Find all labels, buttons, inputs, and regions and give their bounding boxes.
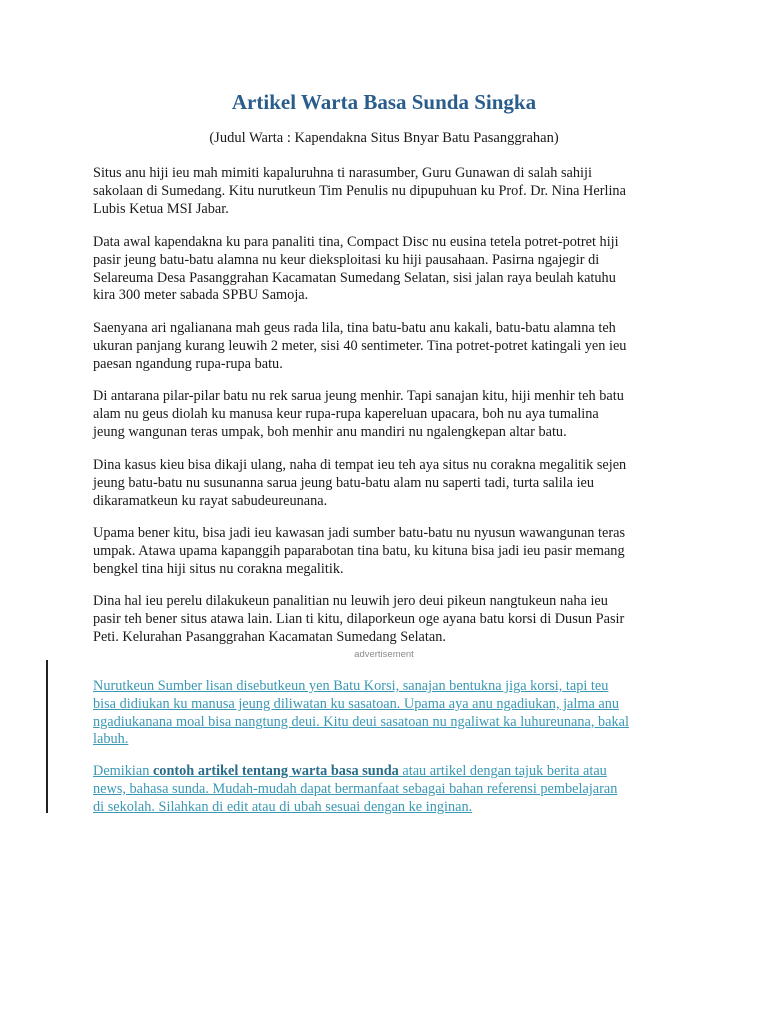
paragraph-5: Dina kasus kieu bisa dikaji ulang, naha di tempat ieu teh aya situs nu corakna megalitik sejen jeung batu-batu nu susunanna sarua jeung batu-batu alam nu saperti tadi, turta salila ieu dikaramatkeun ku rayat sabudeureunana. — [93, 457, 627, 509]
blockquote-bar — [46, 660, 48, 813]
paragraph-6: Upama bener kitu, bisa jadi ieu kawasan jadi sumber batu-batu nu nyusun wawangunan teras umpak. Atawa upama kapanggih paparabotan tina batu, ku kituna bisa jadi ieu pasir memang bengkel tina hiji situs nu corakna megalitik. — [93, 525, 626, 577]
article-subtitle: (Judul Warta : Kapendakna Situs Bnyar Batu Pasanggrahan) — [209, 130, 559, 146]
paragraph-1: Situs anu hiji ieu mah mimiti kapaluruhna ti narasumber, Guru Gunawan di salah sahiji sakolaan di Sumedang. Kitu nurutkeun Tim Penulis nu dipupuhuan ku Prof. Dr. Nina Herlina Lubis Ketua MSI Jabar. — [93, 165, 626, 217]
closing-paragraph-link[interactable] — [93, 763, 683, 816]
paragraph-2: Data awal kapendakna ku para panaliti tina, Compact Disc nu eusina tetela potret-potret hiji pasir jeung batu-batu alamna nu keur dieksploitasi ku hiji pausahaan. Pasirna ngajegir di Selareuma Desa Pasanggrahan Kacamatan Sumedang Selatan, sisi jalan raya beulah katuhu kira 300 meter sabada SPBU Samoja. — [93, 234, 619, 304]
paragraph-4: Di antarana pilar-pilar batu nu rek sarua jeung menhir. Tapi sanajan kitu, hiji menhir teh batu alam nu geus diolah ku manusa keur rupa-rupa kapereluan upacara, boh nu aya tumalina jeung wangunan teras umpak, boh menhir anu mandiri nu ngalengkepan altar batu. — [93, 388, 624, 440]
paragraph-7: Dina hal ieu perelu dilakukeun panalitian nu leuwih jero deui pikeun nangtukeun naha ieu pasir teh bener situs atawa lain. Lian ti kitu, dilaporkeun oge ayana batu korsi di Dusun Pasir Peti. Kelurahan Pasanggrahan Kacamatan Sumedang Selatan. — [93, 593, 625, 645]
closing-suffix: atau artikel dengan tajuk berita atau news, bahasa sunda. Mudah-mudah dapat bermanfaat sebagai bahan referensi pembelajaran di sekolah. Silahkan di edit atau di ubah sesuai dengan ke inginan. — [93, 763, 618, 815]
closing-bold-keyword[interactable]: contoh artikel tentang warta basa sunda — [152, 763, 399, 779]
quoted-paragraph-link[interactable]: Nurutkeun Sumber lisan disebutkeun yen Batu Korsi, sanajan bentukna jiga korsi, tapi teu bisa didiukan ku manusa jeung diliwatan ku sasatoan. Upama aya anu ngadiukan, jalma anu ngadiukanana moal bisa nangtung deui. Kitu deui sasatoan nu ngaliwat ka luhureunana, bakal labuh. — [93, 678, 629, 748]
paragraph-3: Saenyana ari ngalianana mah geus rada lila, tina batu-batu anu kakali, batu-batu alamna teh ukuran panjang kurang leuwih 2 meter, sisi 40 sentimeter. Tina potret-potret katingali yen ieu paesan ngandung rupa-rupa batu. — [93, 320, 627, 372]
article-title: Artikel Warta Basa Sunda Singka — [231, 90, 537, 114]
advertisement-label: advertisement — [354, 649, 414, 660]
closing-prefix: Demikian — [93, 763, 153, 779]
